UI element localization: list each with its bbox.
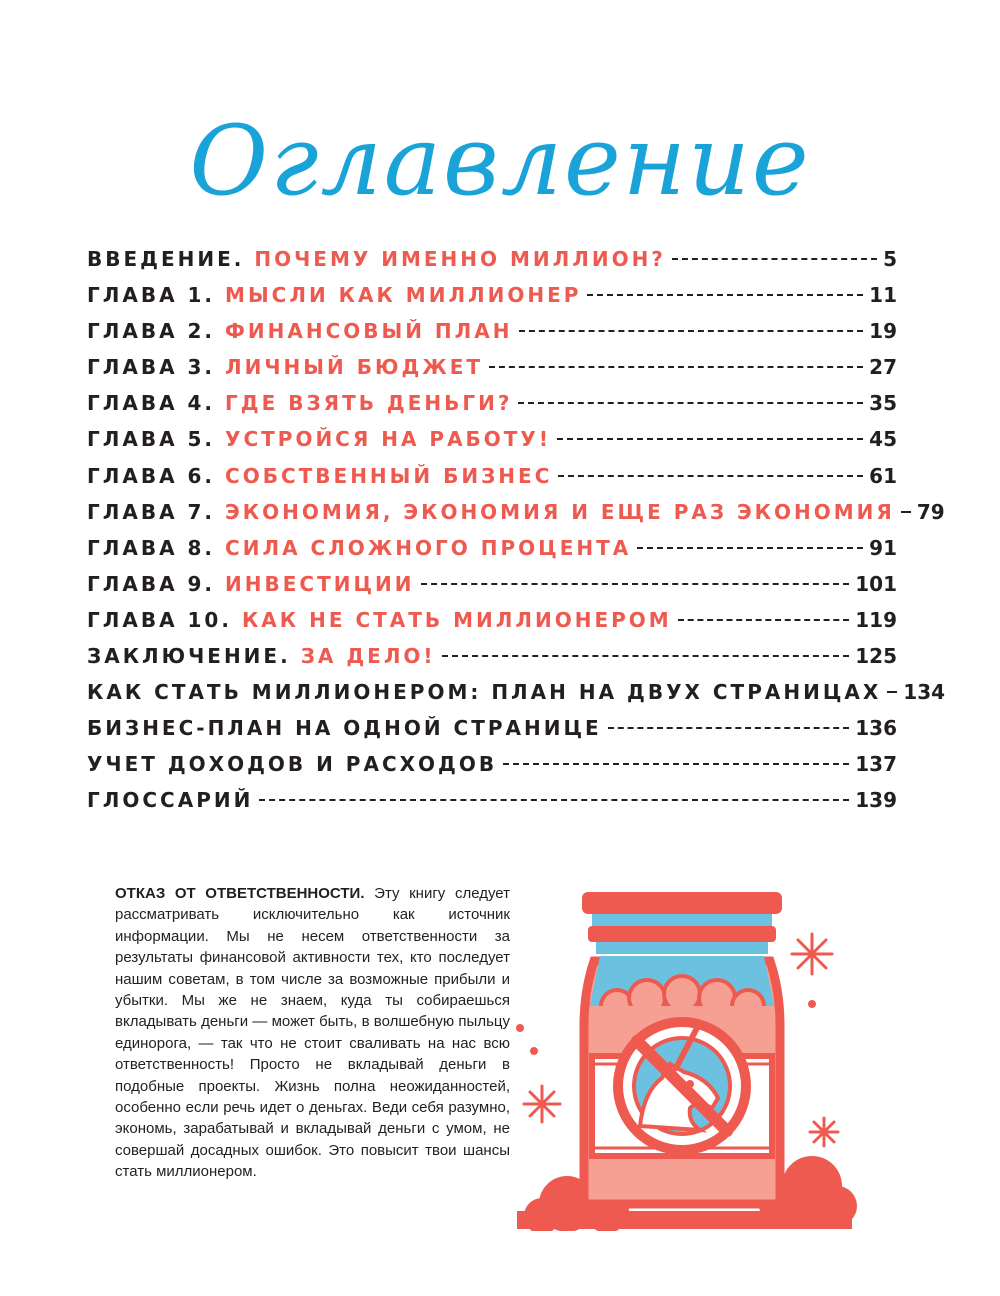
dotted-leader [587, 294, 863, 296]
toc-row-income-expenses[interactable] [87, 752, 897, 788]
toc-row-chapter-9[interactable] [87, 572, 897, 608]
disclaimer-body: Эту книгу следует рассматривать исключительно как источник информации. Мы не несем ответственности за результаты финансовой активности тех, кто последует нашим советам, в том числе за возможные прибыли и убытки. Мы же не знаем, куда ты собираешься вкладывать деньги — может быть, в волшебную пыльцу единорога, — так что не стоит сваливать на нас всю ответственность! Просто не вкладывай деньги в подобные проекты. Жизнь полна неожиданностей, особенно если речь идет о деньгах. Веди себя разумно, экономь, зарабатывай и вкладывай деньги с умом, не совершай досадных ошибок. Это повысит твои шансы стать миллионером. [115, 885, 511, 1181]
toc-title: ЗА ДЕЛО! [300, 644, 436, 669]
toc-page-number: 79 [916, 499, 945, 524]
dotted-leader [672, 258, 877, 260]
toc-title: МЫСЛИ КАК МИЛЛИОНЕР [225, 283, 582, 308]
toc-row-business-plan[interactable] [87, 716, 897, 752]
table-of-contents [87, 247, 946, 825]
dotted-leader [442, 655, 850, 657]
dotted-leader [519, 330, 864, 332]
page-title: Оглавление [189, 105, 811, 217]
toc-label: ГЛАВА 8. [87, 535, 216, 560]
toc-title: ПОЧЕМУ ИМЕННО МИЛЛИОН? [254, 247, 666, 271]
dotted-leader [557, 438, 863, 440]
toc-page-number: 119 [855, 607, 897, 632]
toc-row-chapter-4[interactable] [87, 391, 897, 427]
toc-label: ГЛАВА 4. [87, 391, 216, 416]
toc-row-glossary[interactable] [87, 788, 897, 824]
toc-page-number: 137 [855, 752, 897, 777]
toc-title: ФИНАНСОВЫЙ ПЛАН [225, 319, 513, 344]
toc-label: БИЗНЕС-ПЛАН НА ОДНОЙ СТРАНИЦЕ [87, 716, 602, 741]
dotted-leader [678, 619, 850, 621]
toc-page-number: 61 [869, 463, 897, 488]
toc-row-chapter-7[interactable] [87, 499, 945, 536]
toc-page-number: 11 [869, 283, 897, 308]
dotted-leader [503, 763, 849, 765]
toc-label: ГЛАВА 10. [87, 607, 232, 632]
toc-title: КАК НЕ СТАТЬ МИЛЛИОНЕРОМ [241, 607, 672, 632]
toc-title: ГДЕ ВЗЯТЬ ДЕНЬГИ? [225, 391, 513, 416]
toc-page-number: 136 [855, 716, 897, 741]
toc-page-number: 91 [869, 535, 897, 560]
dotted-leader [558, 475, 863, 477]
dotted-leader [259, 799, 849, 801]
toc-label: ГЛОССАРИЙ [87, 788, 254, 813]
toc-row-chapter-1[interactable] [87, 283, 897, 319]
toc-page-number: 139 [855, 788, 897, 813]
toc-row-intro[interactable] [87, 247, 897, 283]
toc-label: ЗАКЛЮЧЕНИЕ. [87, 644, 291, 669]
toc-page-number: 125 [855, 644, 897, 669]
toc-row-chapter-3[interactable] [87, 355, 897, 391]
dotted-leader [901, 511, 911, 513]
toc-row-chapter-10[interactable] [87, 608, 897, 644]
toc-label: ГЛАВА 1. [87, 283, 216, 308]
toc-page-number: 134 [903, 680, 946, 705]
toc-label: КАК СТАТЬ МИЛЛИОНЕРОМ: ПЛАН НА ДВУХ СТРАНИЦАХ [87, 680, 882, 705]
toc-page-number: 19 [869, 319, 897, 344]
toc-title: СИЛА СЛОЖНОГО ПРОЦЕНТА [225, 535, 632, 560]
toc-page-number: 5 [883, 247, 897, 271]
toc-title: СОБСТВЕННЫЙ БИЗНЕС [225, 463, 553, 488]
dotted-leader [637, 547, 863, 549]
toc-label: ГЛАВА 3. [87, 355, 216, 380]
toc-row-chapter-5[interactable] [87, 427, 897, 463]
toc-label: УЧЕТ ДОХОДОВ И РАСХОДОВ [87, 752, 498, 777]
toc-page-number: 27 [869, 355, 897, 380]
toc-title: ЛИЧНЫЙ БЮДЖЕТ [225, 355, 484, 380]
toc-row-chapter-8[interactable] [87, 536, 897, 572]
disclaimer-heading: ОТКАЗ ОТ ОТВЕТСТВЕННОСТИ. [115, 885, 365, 902]
toc-label: ВВЕДЕНИЕ. [87, 247, 245, 271]
toc-page-number: 101 [855, 571, 897, 596]
toc-title: УСТРОЙСЯ НА РАБОТУ! [225, 427, 551, 452]
dotted-leader [421, 583, 850, 585]
toc-label: ГЛАВА 2. [87, 319, 216, 344]
unicorn-jar-icon [512, 886, 857, 1231]
toc-label: ГЛАВА 9. [87, 571, 216, 596]
toc-row-chapter-2[interactable] [87, 319, 897, 355]
toc-page-number: 45 [869, 427, 897, 452]
toc-title: ИНВЕСТИЦИИ [225, 571, 415, 596]
dotted-leader [518, 402, 863, 404]
toc-label: ГЛАВА 5. [87, 427, 216, 452]
toc-label: ГЛАВА 7. [87, 499, 216, 524]
toc-label: ГЛАВА 6. [87, 463, 216, 488]
disclaimer-block [115, 883, 510, 1183]
dotted-leader [887, 691, 897, 693]
toc-row-two-page-plan[interactable] [87, 680, 946, 716]
dotted-leader [608, 727, 850, 729]
dotted-leader [489, 366, 863, 368]
toc-title: ЭКОНОМИЯ, ЭКОНОМИЯ И ЕЩЕ РАЗ ЭКОНОМИЯ [225, 499, 895, 524]
toc-row-conclusion[interactable] [87, 644, 897, 680]
toc-page-number: 35 [869, 391, 897, 416]
toc-row-chapter-6[interactable] [87, 464, 897, 500]
